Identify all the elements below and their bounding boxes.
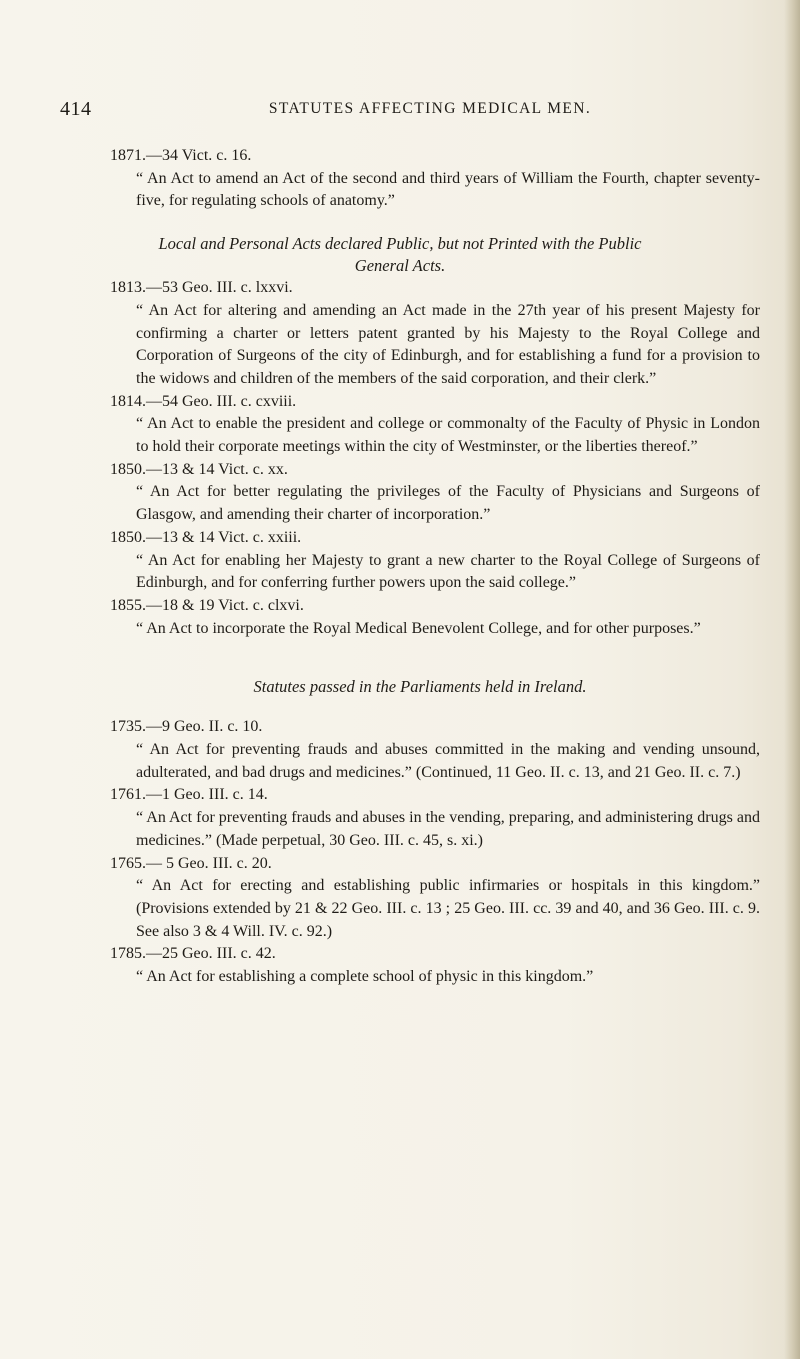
- entry-1814: [110, 391, 760, 459]
- section-heading-local-line-1: Local and Personal Acts declared Public, but not Printed with the Public: [158, 234, 642, 254]
- page-number: 414: [60, 98, 92, 120]
- intro-entry: [110, 145, 760, 213]
- entry-text: “ An Act for enabling her Majesty to grant a new charter to the Royal College of Surgeons of Edinburgh, and for conferring further powers upon the said college.”: [136, 551, 760, 592]
- entry-citation: 1765.— 5 Geo. III. c. 20.: [110, 854, 272, 872]
- entry-1761: [110, 784, 760, 852]
- section-heading-local-line-2: General Acts.: [354, 256, 446, 276]
- entry-1813: [110, 277, 760, 391]
- entry-citation: 1871.—34 Vict. c. 16.: [110, 147, 252, 164]
- entry-text: “ An Act for preventing frauds and abuses in the vending, preparing, and administering drugs and medicines.” (Made perpetual, 30 Geo. III. c. 45, s. xi.): [136, 809, 760, 849]
- entry-citation: 1813.—53 Geo. III. c. lxxvi.: [110, 279, 293, 297]
- entry-text: “ An Act to incorporate the Royal Medical Benevolent College, and for other purposes.”: [136, 619, 701, 637]
- entry-citation: 1735.—9 Geo. II. c. 10.: [110, 718, 263, 736]
- entry-1765: [110, 853, 760, 944]
- entry-1850-xxiii: [110, 527, 760, 595]
- entry-text: “ An Act for establishing a complete school of physic in this kingdom.”: [136, 968, 594, 986]
- page-edge-shadow: [784, 0, 800, 1359]
- entry-text: “ An Act for altering and amending an Act made in the 27th year of his present Majesty for confirming a charter or letters patent granted by his Majesty to the Royal College and Corporation of Surgeons of the city of Edinburgh, and for establishing a fund for a provision to the widows and children of the members of the said corporation, and their clerk.”: [136, 301, 760, 387]
- entry-citation: 1855.—18 & 19 Vict. c. clxvi.: [110, 596, 304, 614]
- section-heading-ireland: Statutes passed in the Parliaments held in Ireland.: [253, 677, 587, 697]
- page-content: [110, 145, 760, 989]
- entry-citation: 1814.—54 Geo. III. c. cxviii.: [110, 392, 297, 410]
- entry-citation: 1850.—13 & 14 Vict. c. xx.: [110, 460, 288, 478]
- entry-1735: [110, 716, 760, 784]
- entry-citation: 1761.—1 Geo. III. c. 14.: [110, 786, 268, 804]
- entry-1855: [110, 595, 760, 640]
- page-header: [60, 98, 760, 128]
- entry-text: “ An Act to amend an Act of the second and third years of William the Fourth, chapter seventy-five, for regulating schools of anatomy.”: [136, 169, 760, 210]
- entry-1785: [110, 943, 760, 988]
- entry-text: “ An Act for erecting and establishing public infirmaries or hospitals in this kingdom.” (Provisions extended by 21 & 22 Geo. III. c. 13 ; 25 Geo. III. cc. 39 and 40, and 36 Geo. III. c. 9. See also 3 & 4 Will. IV. c. 92.): [136, 877, 760, 940]
- running-title: STATUTES AFFECTING MEDICAL MEN.: [268, 100, 592, 117]
- entry-1850-xx: [110, 459, 760, 527]
- entry-citation: 1850.—13 & 14 Vict. c. xxiii.: [110, 528, 302, 546]
- entry-text: “ An Act for preventing frauds and abuses committed in the making and vending unsound, adulterated, and bad drugs and medicines.” (Continued, 11 Geo. II. c. 13, and 21 Geo. II. c. 7.): [136, 741, 760, 781]
- entry-citation: 1785.—25 Geo. III. c. 42.: [110, 945, 276, 963]
- entry-text: “ An Act for better regulating the privileges of the Faculty of Physicians and Surgeons of Glasgow, and amending their charter of incorporation.”: [136, 483, 760, 524]
- entry-text: “ An Act to enable the president and college or commonalty of the Faculty of Physic in London to hold their corporate meetings within the city of Westminster, or the liberties thereof.”: [136, 415, 760, 456]
